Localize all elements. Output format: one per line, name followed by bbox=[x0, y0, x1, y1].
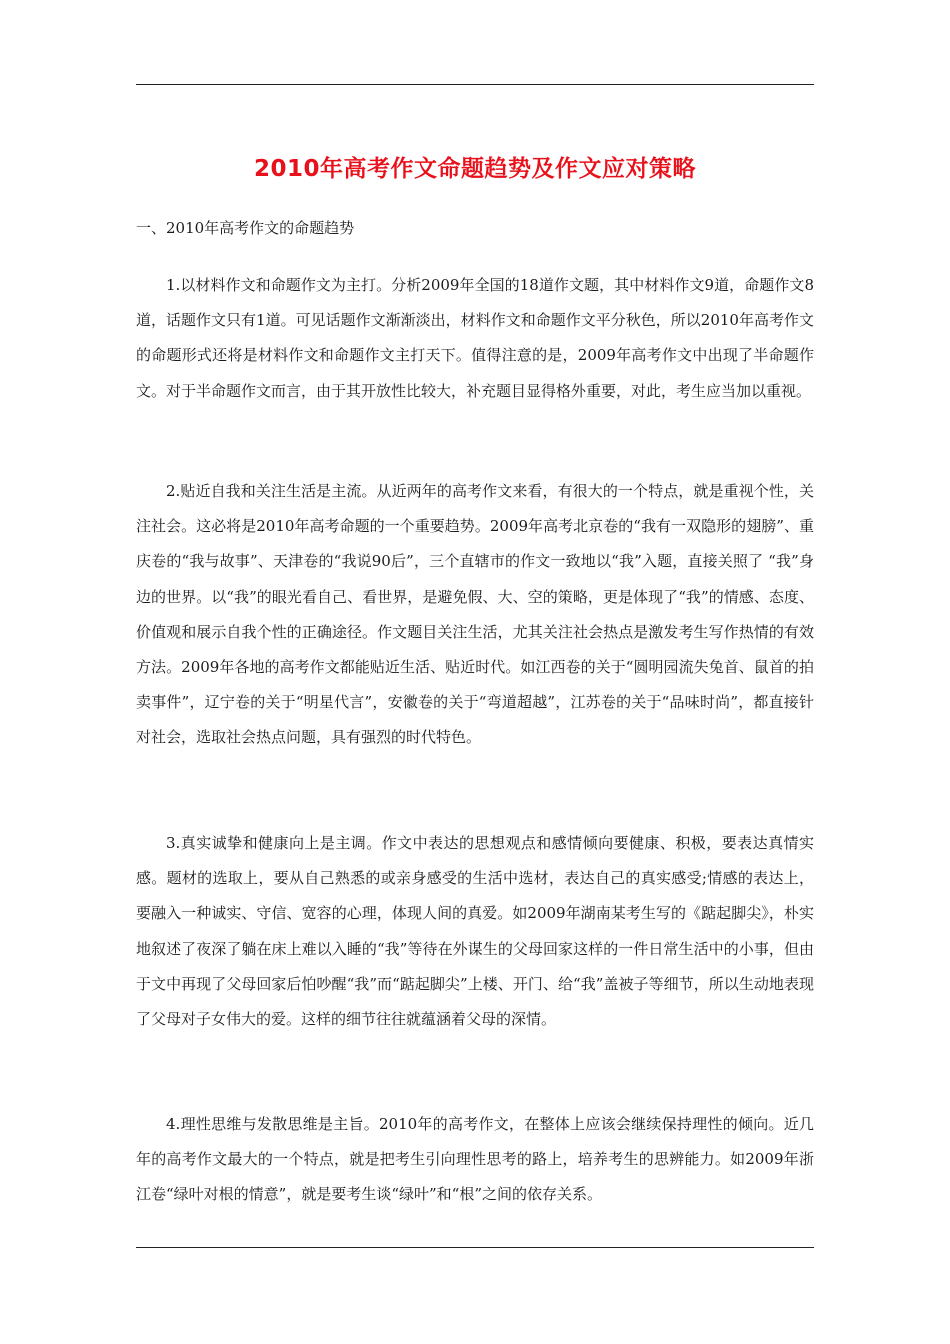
header-rule bbox=[136, 84, 814, 85]
paragraph-1: 1.以材料作文和命题作文为主打。分析2009年全国的18道作文题，其中材料作文9道，命题作文8道，话题作文只有1道。可见话题作文渐渐淡出，材料作文和命题作文平分秋色，所以2010年高考作文的命题形式还将是材料作文和命题作文主打天下。值得注意的是，2009年高考作文中出现了半命题作文。对于半命题作文而言，由于其开放性比较大，补充题目显得格外重要，对此，考生应当加以重视。 bbox=[136, 276, 814, 400]
paragraph-4: 4.理性思维与发散思维是主旨。2010年的高考作文，在整体上应该会继续保持理性的倾向。近几年的高考作文最大的一个特点，就是把考生引向理性思考的路上，培养考生的思辨能力。如2009年浙江卷“绿叶对根的情意”，就是要考生谈“绿叶”和“根”之间的依存关系。 bbox=[136, 1115, 814, 1204]
paragraph-3: 3.真实诚挚和健康向上是主调。作文中表达的思想观点和感情倾向要健康、积极，要表达真情实感。题材的选取上，要从自己熟悉的或亲身感受的生活中选材，表达自己的真实感受;情感的表达上，要融入一种诚实、守信、宽容的心理，体现人间的真爱。如2009年湖南某考生写的《踮起脚尖》，朴实地叙述了夜深了躺在床上难以入睡的“我”等待在外谋生的父母回家这样的一件日常生活中的小事，但由于文中再现了父母回家后怕吵醒“我”而“踮起脚尖”上楼、开门、给“我”盖被子等细节，所以生动地表现了父母对子女伟大的爱。这样的细节往往就蕴涵着父母的深情。 bbox=[136, 834, 814, 1029]
section-heading: 一、2010年高考作文的命题趋势 bbox=[136, 219, 355, 237]
paragraph-2: 2.贴近自我和关注生活是主流。从近两年的高考作文来看，有很大的一个特点，就是重视个性，关注社会。这必将是2010年高考命题的一个重要趋势。2009年高考北京卷的“我有一双隐形的翅膀”、重庆卷的“我与故事”、天津卷的“我说90后”，三个直辖市的作文一致地以“我”入题，直接关照了 “我”身边的世界。以“我”的眼光看自己、看世界，是避免假、大、空的策略，更是体现了“我”的情感、态度、价值观和展示自我个性的正确途径。作文题目关注生活，尤其关注社会热点是激发考生写作热情的有效方法。2009年各地的高考作文都能贴近生活、贴近时代。如江西卷的关于“圆明园流失兔首、鼠首的拍卖事件”，辽宁卷的关于“明星代言”，安徽卷的关于“弯道超越”，江苏卷的关于“品味时尚”，都直接针对社会，选取社会热点问题，具有强烈的时代特色。 bbox=[136, 482, 814, 747]
document-title: 2010年高考作文命题趋势及作文应对策略 bbox=[253, 156, 696, 182]
footer-rule bbox=[136, 1247, 814, 1248]
